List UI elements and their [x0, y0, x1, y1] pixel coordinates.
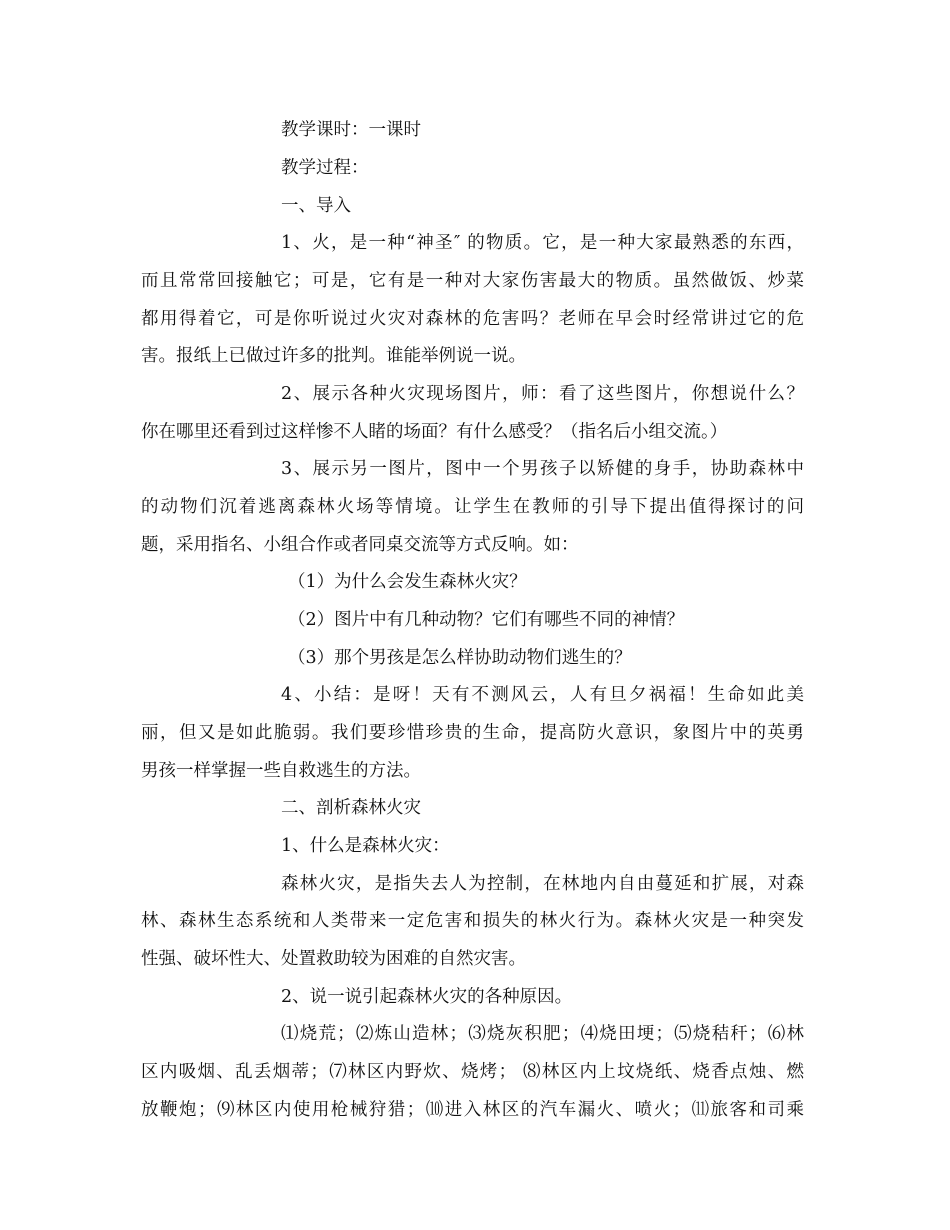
paragraph-line: 丽，但又是如此脆弱。我们要珍惜珍贵的生命，提高防火意识，象图片中的英勇	[141, 723, 804, 743]
section-heading-analysis: 二、剖析森林火灾	[281, 798, 421, 818]
paragraph-line: 的动物们沉着逃离森林火场等情境。让学生在教师的引导下提出值得探讨的问	[141, 497, 804, 517]
question-item: （2）图片中有几种动物？它们有哪些不同的神情？	[288, 610, 685, 630]
paragraph-line: ⑴烧荒；⑵炼山造林；⑶烧灰积肥；⑷烧田埂；⑸烧秸秆；⑹林	[281, 1024, 804, 1044]
paragraph-line: 2、展示各种火灾现场图片，师：看了这些图片，你想说什么？	[281, 384, 804, 404]
paragraph-line: 3、展示另一图片，图中一个男孩子以矫健的身手，协助森林中	[281, 459, 804, 479]
paragraph-line: 区内吸烟、乱丢烟蒂；⑺林区内野炊、烧烤； ⑻林区内上坟烧纸、烧香点烛、燃	[141, 1062, 804, 1082]
subheading-causes: 2、说一说引起森林火灾的各种原因。	[281, 987, 573, 1007]
paragraph-line: 你在哪里还看到过这样惨不人睹的场面？有什么感受？（指名后小组交流。）	[141, 422, 728, 442]
paragraph-line: 男孩一样掌握一些自救逃生的方法。	[141, 761, 421, 781]
subheading-definition: 1、什么是森林火灾：	[281, 836, 450, 856]
teaching-process-heading: 教学过程：	[281, 158, 369, 178]
paragraph-line: 4、小结：是呀！天有不测风云，人有旦夕祸福！生命如此美	[281, 685, 804, 705]
section-heading-intro: 一、导入	[281, 196, 351, 216]
paragraph-line: 森林火灾，是指失去人为控制，在林地内自由蔓延和扩展，对森	[281, 874, 804, 894]
paragraph-line: 而且常常回接触它；可是，它有是一种对大家伤害最大的物质。虽然做饭、炒菜	[141, 271, 804, 291]
lesson-duration: 教学课时：一课时	[281, 120, 421, 140]
question-item: （3）那个男孩是怎么样协助动物们逃生的？	[288, 648, 632, 668]
paragraph-line: 1、火，是一种“神圣″ 的物质。它，是一种大家最熟悉的东西，	[281, 233, 804, 253]
paragraph-line: 林、森林生态系统和人类带来一定危害和损失的林火行为。森林火灾是一种突发	[141, 911, 804, 931]
paragraph-line: 都用得着它，可是你听说过火灾对森林的危害吗？老师在早会时经常讲过它的危	[141, 309, 804, 329]
paragraph-line: 放鞭炮；⑼林区内使用枪械狩猎；⑽进入林区的汽车漏火、喷火；⑾旅客和司乘	[141, 1100, 804, 1120]
paragraph-line: 害。报纸上已做过许多的批判。谁能举例说一说。	[141, 346, 526, 366]
paragraph-line: 题，采用指名、小组合作或者同桌交流等方式反响。如：	[141, 535, 579, 555]
paragraph-line: 性强、破坏性大、处置救助较为困难的自然灾害。	[141, 949, 526, 969]
question-item: （1）为什么会发生森林火灾？	[288, 572, 527, 592]
